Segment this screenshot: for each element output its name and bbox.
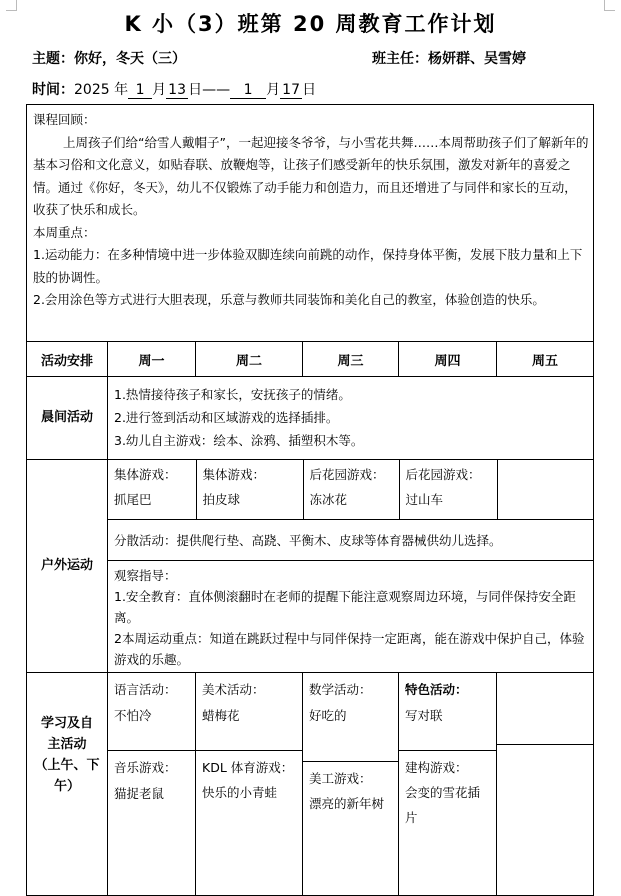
morning-content (108, 377, 594, 460)
header-activity: 活动安排 (27, 342, 108, 377)
theme-line (32, 48, 186, 68)
outdoor-game-wed (303, 460, 399, 519)
activity-type: 美术活动： (202, 682, 265, 697)
focus-item: 1.运动能力：在多种情境中进一步体验双脚连续向前跳的动作，保持身体平衡，发展下肢力量和上下肢的协调性。 (33, 247, 583, 285)
learning-friday (497, 673, 594, 896)
activity-name: 写对联 (405, 708, 443, 723)
activity-name: 漂亮的新年树 (309, 796, 385, 811)
activity-name: 快乐的小青蛙 (202, 785, 278, 800)
outdoor-game-tue (196, 460, 303, 519)
teacher-label: 班主任： (372, 51, 428, 67)
game-type: 后花园游戏： (309, 467, 385, 482)
month-unit: 月 (152, 82, 167, 98)
activity-name: 不怕冷 (114, 708, 152, 723)
date-year: 2025 年 (74, 82, 129, 98)
date-line (32, 79, 316, 99)
activity-type: 美工游戏： (309, 771, 372, 786)
schedule-header (27, 342, 594, 377)
learning-label (27, 673, 108, 896)
activity-type: 建构游戏： (405, 760, 468, 775)
end-day: 17 (280, 82, 302, 99)
header-wednesday: 周三 (303, 342, 399, 377)
learning-thursday (399, 673, 497, 896)
activity-type: 音乐游戏： (114, 760, 177, 775)
header-tuesday: 周二 (196, 342, 303, 377)
game-type: 后花园游戏： (405, 467, 481, 482)
observe-item: 1.安全教育：直体侧滚翻时在老师的提醒下能注意观察周边环境，与同伴保持安全距离。 (114, 589, 576, 625)
game-name: 抓尾巴 (114, 492, 152, 507)
review-text: 上周孩子们给“给雪人戴帽子”，一起迎接冬爷爷，与小雪花共舞……本周帮助孩子们了解新年的基本习俗和文化意义，如贴春联、放鞭炮等，让孩子们感受新年的快乐氛围，激发对新年的喜爱之情。通过《你好，冬天》，幼儿不仅锻炼了动手能力和创造力，而且还增进了与同伴和家长的互动，收获了快乐和成长。 (33, 134, 589, 217)
activity-name: 蜡梅花 (202, 708, 240, 723)
plan-table (26, 104, 594, 896)
game-name: 拍皮球 (202, 492, 241, 507)
morning-item: 2.进行签到活动和区域游戏的选择插排。 (114, 410, 339, 425)
outdoor-game-mon (108, 460, 196, 519)
observe-item: 2本周运动重点：知道在跳跃过程中与同伴保持一定距离，能在游戏中保护自己，体验游戏的乐趣。 (114, 631, 585, 667)
start-day: 13 (166, 82, 188, 99)
end-month: 1 (230, 82, 266, 99)
learning-wednesday (303, 673, 399, 896)
review-heading: 课程回顾： (33, 112, 96, 127)
theme-value: 你好，冬天（三） (74, 51, 186, 67)
header-friday: 周五 (497, 342, 594, 377)
focus-heading: 本周重点： (33, 224, 96, 240)
outdoor-label: 户外运动 (27, 460, 108, 673)
scatter-activity: 分散活动：提供爬行垫、高跷、平衡木、皮球等体育器械供幼儿选择。 (108, 520, 593, 561)
start-month: 1 (128, 82, 152, 99)
activity-name: 猫捉老鼠 (114, 786, 165, 801)
learning-tuesday (196, 673, 303, 896)
game-type: 集体游戏： (114, 467, 177, 482)
game-name: 过山车 (405, 492, 444, 507)
outdoor-game-thu (399, 460, 497, 519)
month-unit: 月 (266, 82, 281, 98)
label-line: 午） (53, 779, 80, 794)
activity-type: KDL 体育游戏： (202, 760, 294, 775)
morning-item: 3.幼儿自主游戏：绘本、涂鸦、插塑积木等。 (114, 433, 364, 448)
activity-type: 特色活动： (405, 682, 468, 697)
activity-type: 数学活动： (309, 682, 372, 697)
course-review (27, 105, 594, 342)
header-monday: 周一 (108, 342, 196, 377)
game-type: 集体游戏： (202, 467, 266, 482)
observe-heading: 观察指导： (114, 568, 177, 583)
game-name: 冻冰花 (309, 492, 348, 507)
learning-monday (108, 673, 196, 896)
observation-guide (108, 561, 593, 673)
activity-name: 会变的雪花插片 (405, 785, 481, 825)
outdoor-content (108, 460, 594, 673)
theme-label: 主题： (32, 51, 74, 67)
label-line: （上午、下 (34, 758, 100, 773)
activity-type: 语言活动： (114, 682, 177, 697)
page-title: K 小（3）班第 20 周教育工作计划 (124, 12, 497, 36)
outdoor-game-fri (497, 460, 594, 519)
teacher-line (372, 48, 526, 68)
header-thursday: 周四 (399, 342, 497, 377)
date-label: 时间： (32, 82, 74, 98)
label-line: 学习及自 (40, 716, 93, 731)
teacher-value: 杨妍群、吴雪婷 (428, 51, 526, 67)
morning-item: 1.热情接待孩子和家长，安抚孩子的情绪。 (114, 387, 351, 402)
morning-label: 晨间活动 (27, 377, 108, 460)
day-unit: 日 (302, 82, 317, 98)
activity-name: 好吃的 (309, 708, 347, 723)
label-line: 主活动 (47, 737, 87, 752)
date-separator: 日—— (188, 82, 231, 98)
focus-item: 2.会用涂色等方式进行大胆表现，乐意与教师共同装饰和美化自己的教室，体验创造的快乐。 (33, 292, 545, 307)
